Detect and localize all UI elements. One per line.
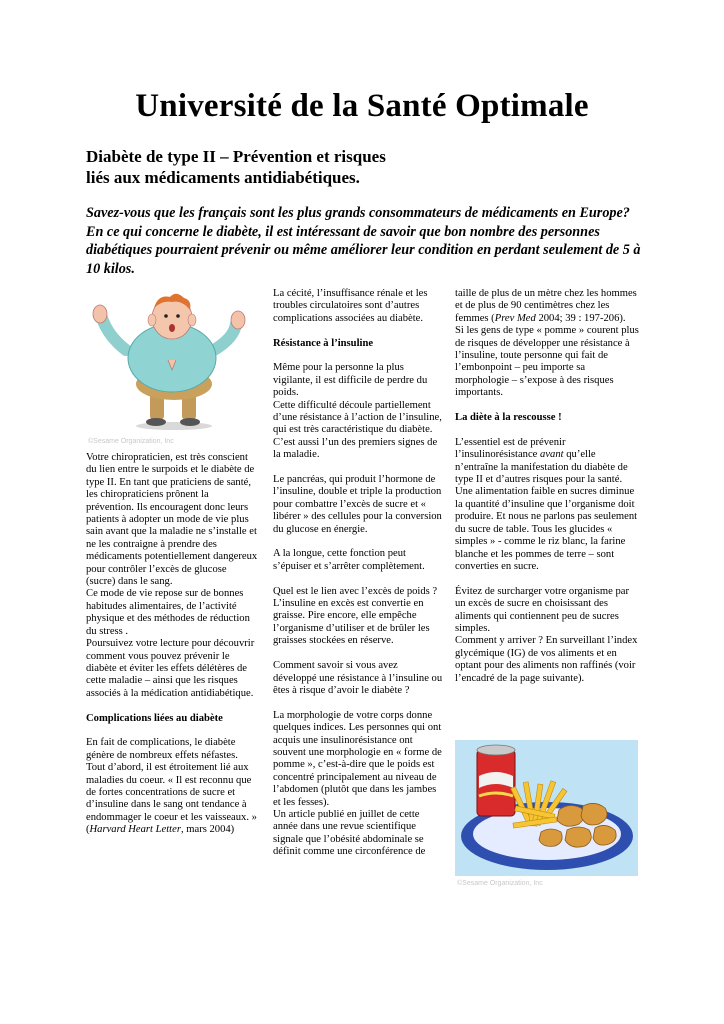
col1-paragraph-4 xyxy=(86,737,258,836)
col3-paragraph-5: Évitez de surcharger votre organisme par un excès de sucre en choisissant des aliments qui contiennent peu de sucres simples. xyxy=(455,585,630,634)
col2-paragraph-9: Un article publié en juillet de cette année dans une revue scientifique signale que l’obésité abdominale se définit comme une circonférence de xyxy=(273,808,426,858)
col3-paragraph-1 xyxy=(455,288,639,325)
col3-paragraph-4: Une alimentation faible en sucres diminue la quantité d’insuline que l’organisme doit produire. Et nous ne parlons pas seulement du sucre de table. Tous les glucides « simples » - comme le riz blanc, la farine blanche et les pommes de terre – sont converties en sucre. xyxy=(455,486,638,572)
citation-prev-med: Prev Med xyxy=(494,312,536,324)
column-1 xyxy=(86,452,258,849)
col3-p3-text-b: qu’elle n’entraîne la manifestation du diabète de type II et d’autres risques pour la santé. xyxy=(455,449,628,486)
col1-paragraph-3: Poursuivez votre lecture pour découvrir comment vous pouvez prévenir le diabète et éviter les effets délétères de cette maladie – ainsi que les risques associés à la médication antidiabétique. xyxy=(86,638,255,699)
column-2 xyxy=(273,288,443,871)
col1-paragraph-2: Ce mode de vie repose sur de bonnes habitudes alimentaires, de l’activité physique et des méthodes de réduction du stress . xyxy=(86,588,250,637)
image-credit-right: ©Sesame Organization, Inc xyxy=(457,880,543,887)
citation-harvard: Harvard Heart Letter xyxy=(89,824,181,836)
col3-paragraph-3 xyxy=(455,437,639,487)
article-subtitle xyxy=(86,146,386,188)
page-title: Université de la Santé Optimale xyxy=(135,88,589,124)
col1-paragraph-1: Votre chiropraticien, est très conscient du lien entre le surpoids et le diabète de type II. En tant que praticiens de santé, les chiropraticiens prônent la prévention. Ils encouragent donc leurs patients à adopter un mode de vie plus sain avant que la maladie ne s’installe et ne les contraigne à prendre des médicaments potentiellement dangereux pour contrôler l’excès de glucose (sucre) dans le sang. xyxy=(86,452,258,588)
col3-paragraph-6: Comment y arriver ? En surveillant l’index glycémique (IG) de vos aliments et en optant pour des aliments non raffinés (voir l’encadré de la page suivante). xyxy=(455,635,638,684)
heading-complications: Complications liées au diabète xyxy=(86,712,223,724)
image-credit-left: ©Sesame Organization, Inc xyxy=(88,438,174,445)
column-3 xyxy=(455,288,639,697)
junk-food-illustration xyxy=(455,740,638,876)
subtitle-line-2: liés aux médicaments antidiabétiques. xyxy=(86,168,360,187)
col3-paragraph-2: Si les gens de type « pomme » courent plus de risques de développer une résistance à l’insuline, toute personne qui fait de l’embonpoint – peu importe sa morphologie – s’expose à des risques importants. xyxy=(455,325,639,399)
col2-paragraph-7: Comment savoir si vous avez développé une résistance à l’insuline ou êtes à risque d’avoir le diabète ? xyxy=(273,660,443,696)
heading-resistance: Résistance à l’insuline xyxy=(273,337,374,349)
col2-paragraph-6: Quel est le lien avec l’excès de poids ? L’insuline en excès est convertie en graisse. Pire encore, elle empêche l’organisme d’utiliser et de brûler les graisses stockées en réserve. xyxy=(273,585,438,647)
col3-p1-text: taille de plus de un mètre chez les hommes et de plus de 90 centimètres chez les femmes ( xyxy=(455,288,637,324)
col3-p3-emphasis: avant xyxy=(540,449,564,461)
subtitle-line-1: Diabète de type II – Prévention et risques xyxy=(86,147,386,166)
col2-paragraph-8: La morphologie de votre corps donne quelques indices. Les personnes qui ont acquis une insulinorésistance ont souvent une morphologie en « forme de pomme », c’est-à-dire que le poids est concentré principalement au niveau de l’abdomen (plutôt que dans les jambes et les fesses). xyxy=(273,709,442,808)
col1-p4-text: En fait de complications, le diabète génère de nombreux effets néfastes. Tout d’abord, il est étroitement lié aux maladies du coeur. « Il est reconnu que de fortes concentrations de sucre et d’insuline dans le sang ont tendance à endommager le coeur et les vaisseaux. » ( xyxy=(86,737,257,836)
col2-paragraph-4: Le pancréas, qui produit l’hormone de l’insuline, double et triple la production pour combattre l’excès de sucre et « libérer » des cellules pour la conversion du glucose en énergie. xyxy=(273,474,442,535)
intro-paragraph: Savez-vous que les français sont les plus grands consommateurs de médicaments en Europe? En ce qui concerne le diabète, il est intéressant de savoir que bon nombre des personnes diabétiques pourraient prévenir ou même améliorer leur condition en perdant seulement de 5 à 10 kilos. xyxy=(86,205,641,277)
col3-p1-end: 2004; 39 : 197-206). xyxy=(535,312,626,324)
overweight-man-illustration xyxy=(86,288,258,436)
col2-paragraph-3: Cette difficulté découle partiellement d’une résistance à l’action de l’insuline, qui est très caractéristique du diabète. C’est aussi l’un des premiers signes de la maladie. xyxy=(273,399,442,461)
col2-paragraph-1: La cécité, l’insuffisance rénale et les troubles circulatoires sont d’autres complications associées au diabète. xyxy=(273,288,428,324)
col1-p4-end: , mars 2004) xyxy=(180,824,235,836)
col3-p3-text-a: L’essentiel est de prévenir l’insulinorésistance xyxy=(455,436,566,461)
col2-paragraph-2: Même pour la personne la plus vigilante, il est difficile de perdre du poids. xyxy=(273,362,428,399)
heading-diete: La diète à la rescousse ! xyxy=(455,412,562,424)
col2-paragraph-5: A la longue, cette fonction peut s’épuiser et s’arrêter complètement. xyxy=(273,548,425,572)
